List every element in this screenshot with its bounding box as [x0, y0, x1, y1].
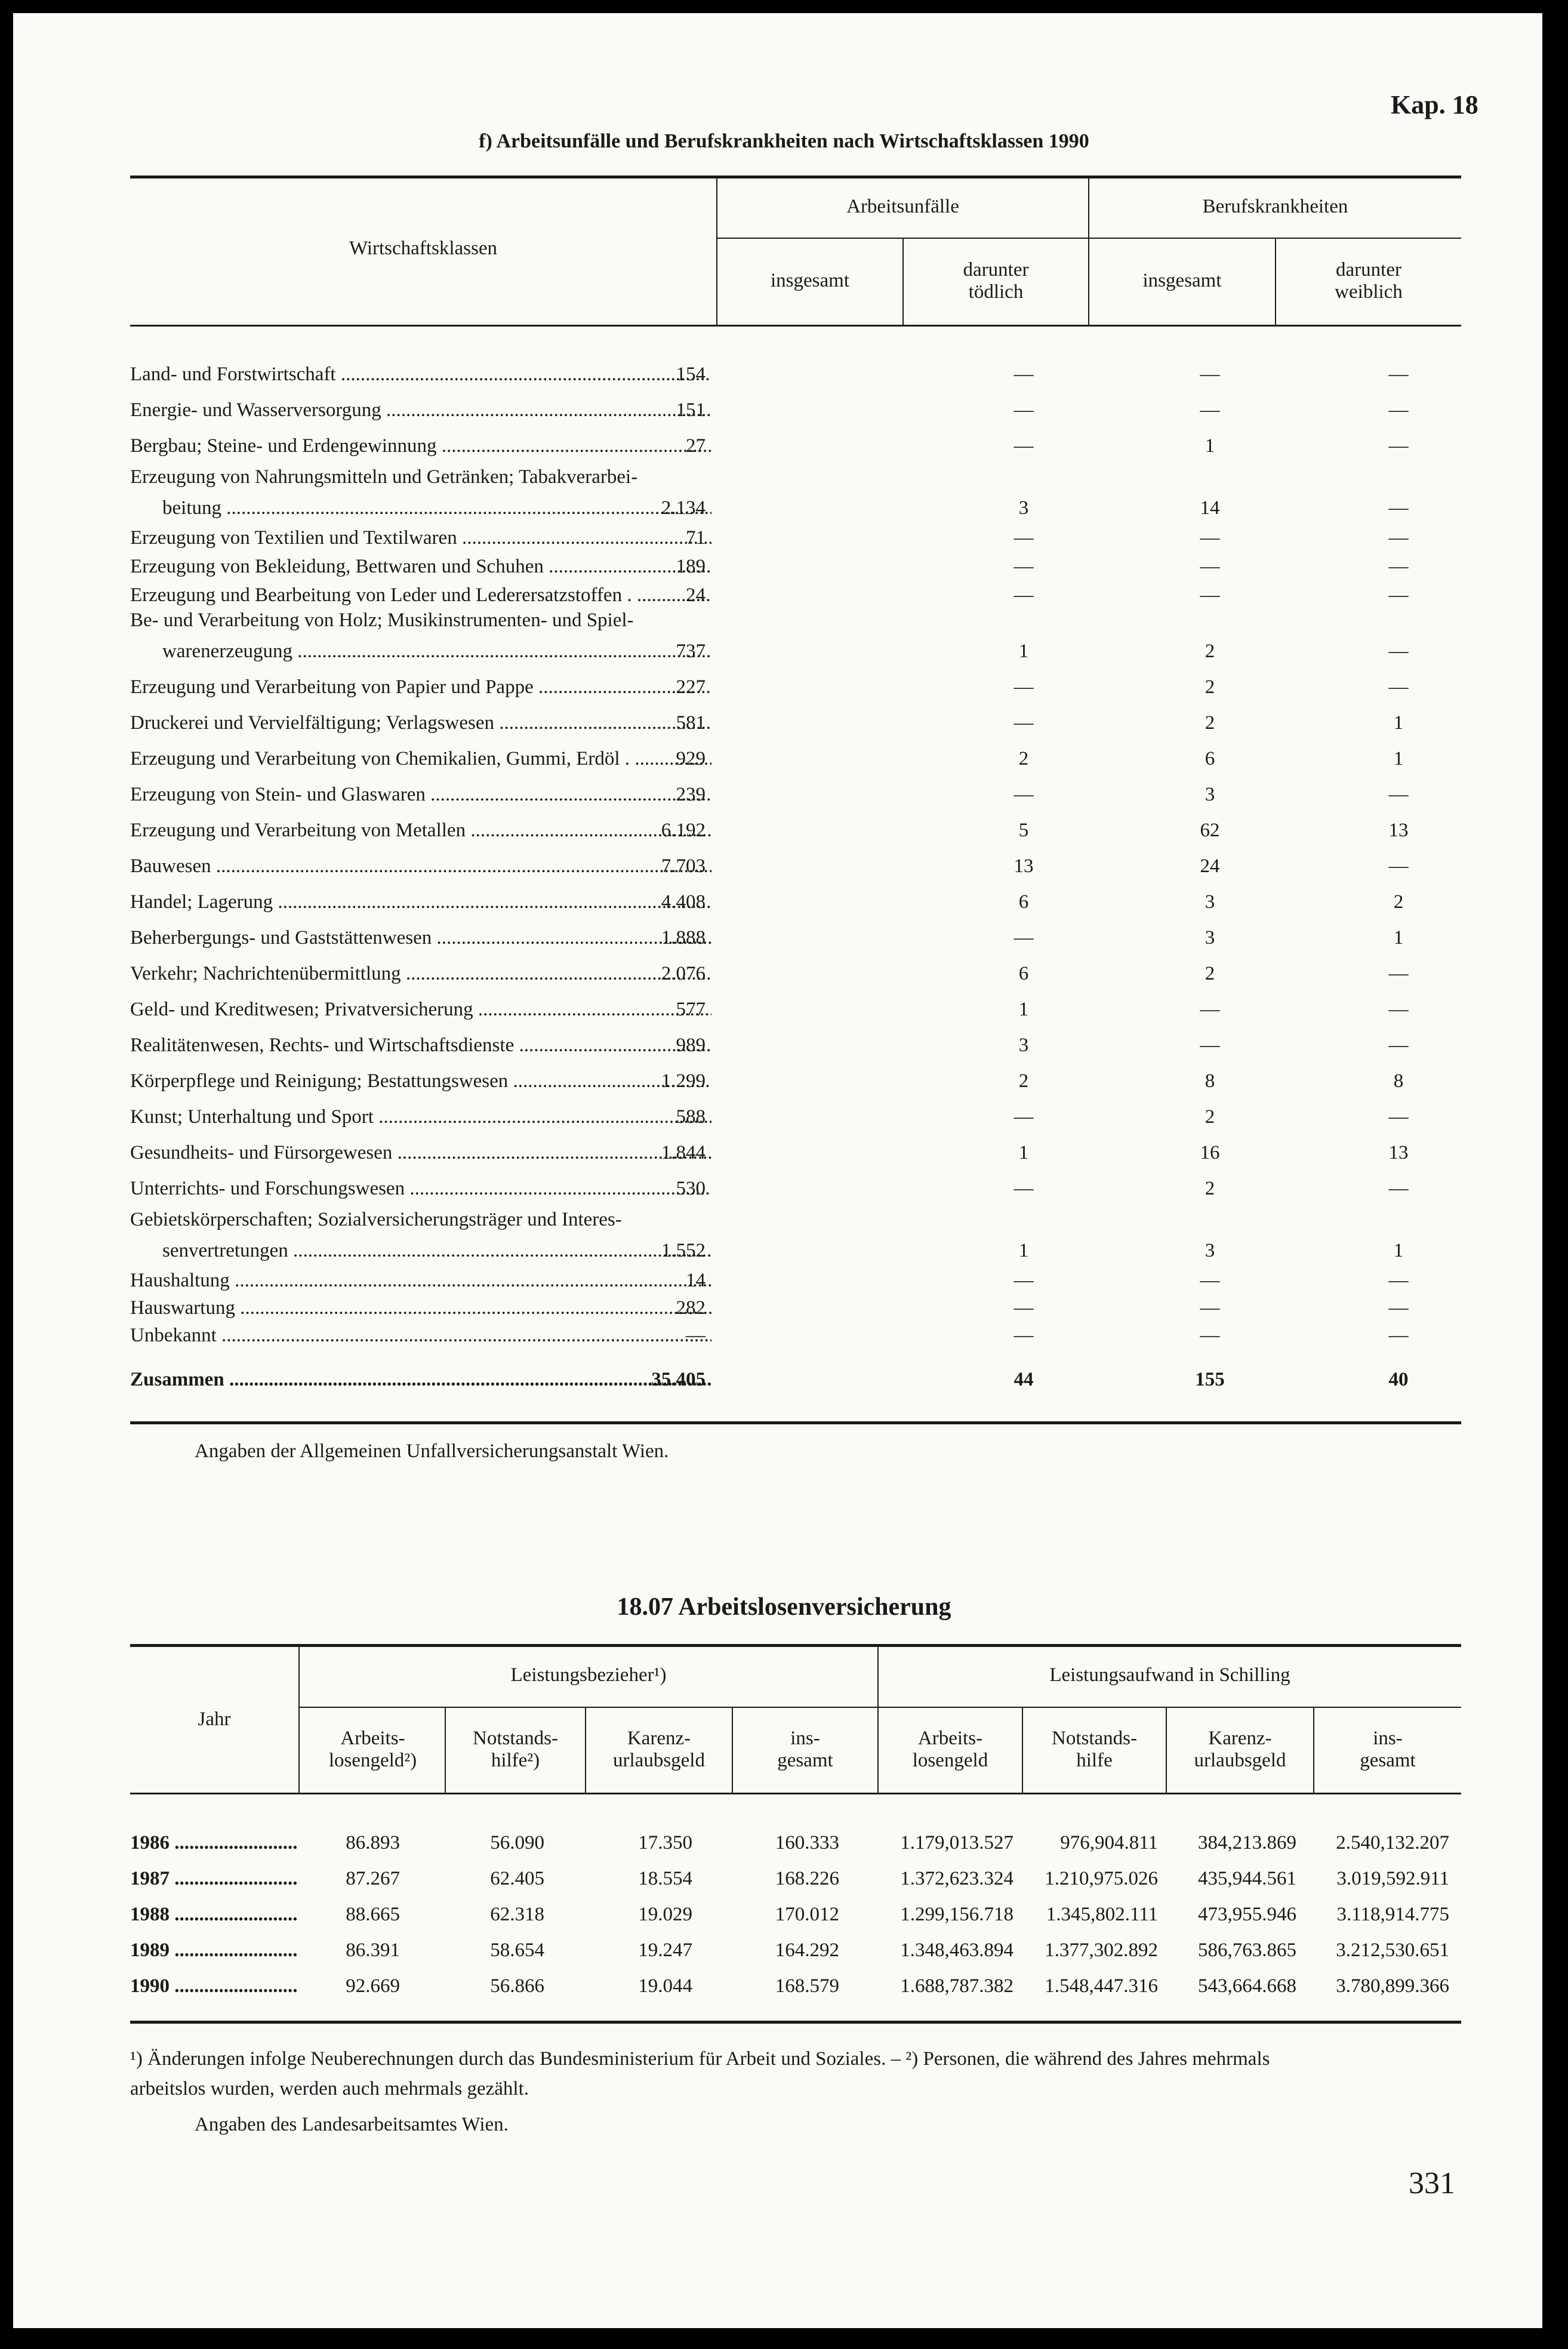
table1-cell: 1: [1393, 1240, 1404, 1261]
table1-cell: —: [1013, 435, 1034, 457]
table1-row-label: Erzeugung und Bearbeitung von Leder und Lederersatzstoffen . .....: [130, 584, 711, 606]
table1-cell: 6: [1205, 748, 1215, 769]
table2-stub-header: Jahr: [198, 1708, 231, 1730]
table2-cell: 435,944.561: [1198, 1868, 1296, 1889]
table2-cell: 1.345,802.111: [1046, 1904, 1158, 1925]
table1-row-label: Erzeugung von Textilien und Textilwaren .....: [130, 527, 711, 549]
table1-header-bottom-rule: [130, 325, 1461, 327]
table2-cell: 18.554: [638, 1868, 692, 1889]
table2-cell: 62.405: [490, 1868, 544, 1889]
table1-row-label-line1: [130, 464, 721, 489]
table-row: [130, 782, 1461, 807]
table2-year: 1990 .....: [130, 1975, 297, 1997]
table-row: [130, 433, 1461, 458]
table-row: [130, 1938, 1461, 1963]
table2-footnote-line: arbeitslos wurden, werden auch mehrmals gezählt.: [130, 2078, 529, 2099]
table2-cell: 3.212,530.651: [1336, 1939, 1449, 1961]
table1-cell: 3: [1018, 497, 1029, 519]
table1-cell: 3: [1205, 1240, 1215, 1261]
table1-cell: 16: [1200, 1142, 1220, 1163]
table1-cell: —: [1388, 1178, 1409, 1199]
table1-row-label: Realitätenwesen, Rechts- und Wirtschaftsdienste .....: [130, 1035, 711, 1056]
table1-cell: —: [1388, 1106, 1409, 1128]
table2-cell: 164.292: [775, 1939, 839, 1961]
table1-group-header: Berufskrankheiten: [1202, 196, 1348, 217]
table-row: [130, 583, 1461, 608]
table2-year: 1989 .....: [130, 1939, 297, 1961]
table1-total-cell: 155: [1195, 1369, 1225, 1390]
table2-cell: 543,664.668: [1198, 1975, 1296, 1997]
table1-cell: —: [1013, 1178, 1034, 1199]
table2-subheader-line: hilfe²): [491, 1750, 540, 1771]
table2-cell: 62.318: [490, 1904, 544, 1925]
table1-cell: 2.076: [661, 963, 706, 984]
table2-year: 1988 .....: [130, 1904, 297, 1925]
table2-cell: 56.090: [490, 1832, 544, 1854]
table2-cell: 3.780,899.366: [1336, 1975, 1449, 1997]
table1-row-label: Beherbergungs- und Gaststättenwesen .....: [130, 927, 711, 949]
table1-cell: 71: [686, 527, 706, 549]
table1-cell: —: [1388, 1297, 1409, 1319]
table-row: [130, 1176, 1461, 1201]
table1-row-label-line1: [130, 1207, 721, 1232]
table1-cell: 1: [1018, 641, 1029, 662]
table2-cell: 88.665: [346, 1904, 400, 1925]
table1-cell: 6: [1018, 891, 1029, 913]
table1-cell: 588: [676, 1106, 706, 1128]
table1-cell: 154: [676, 364, 706, 385]
table2-group-header: Leistungsbezieher¹): [510, 1664, 667, 1686]
table2-cell: 17.350: [638, 1832, 692, 1854]
table1-cell: —: [1013, 399, 1034, 421]
table2-cell: 1.688,787.382: [900, 1975, 1013, 1997]
table1-row-label: Unterrichts- und Forschungswesen .....: [130, 1178, 711, 1199]
table1-cell: 239: [676, 784, 706, 805]
table-row: [130, 639, 1461, 664]
table2-subheader: [446, 1728, 585, 1772]
table1-subheader: [1089, 270, 1275, 292]
table-row: [130, 1140, 1461, 1165]
table2-subheader: [301, 1728, 445, 1772]
table2-cell: 160.333: [775, 1832, 839, 1854]
table-row: [130, 1323, 1461, 1348]
table-row: [130, 1268, 1461, 1293]
table-row: [130, 1069, 1461, 1094]
table1-row-label: senvertretungen .....: [130, 1240, 711, 1261]
table1-cell: —: [1388, 784, 1409, 805]
table2-cell: 1.179,013.527: [900, 1832, 1013, 1854]
table-row: [130, 1033, 1461, 1058]
table1-cell: —: [1200, 364, 1220, 385]
table2-cell: 1.210,975.026: [1045, 1868, 1158, 1889]
table1-cell: 3: [1205, 891, 1215, 913]
table1-cell: 5: [1018, 820, 1029, 841]
table1-cell: —: [1388, 497, 1409, 519]
table1-cell: 530: [676, 1178, 706, 1199]
table2-subheader-line: losengeld: [912, 1750, 988, 1771]
table1-cell: 737: [676, 641, 706, 662]
table-row: [130, 710, 1461, 735]
table1-row-label: Bauwesen .....: [130, 855, 711, 877]
table2-top-rule: [130, 1644, 1461, 1647]
table1-row-label: Gesundheits- und Fürsorgewesen .....: [130, 1142, 711, 1163]
table1-total-cell: 35.405: [651, 1369, 706, 1390]
table1-row-label: Körperpflege und Reinigung; Bestattungswesen .....: [130, 1070, 711, 1092]
table-row: [130, 525, 1461, 550]
table1-cell: —: [1200, 1035, 1220, 1056]
table1-row-label: Handel; Lagerung .....: [130, 891, 711, 913]
table1-cell: 24: [1200, 855, 1220, 877]
table1-row-label: Erzeugung und Verarbeitung von Chemikalien, Gummi, Erdöl . .....: [130, 748, 711, 769]
table-row: [130, 925, 1461, 950]
table2-cell: 58.654: [490, 1939, 544, 1961]
table1-cell: —: [1200, 399, 1220, 421]
table1-cell: 8: [1393, 1070, 1404, 1092]
table1-cell: 2.134: [661, 497, 706, 519]
table1-cell: —: [1388, 641, 1409, 662]
table1-cell: —: [1388, 364, 1409, 385]
table1-cell: —: [1013, 784, 1034, 805]
table1-cell: 581: [676, 712, 706, 734]
table1-cell: 989: [676, 1035, 706, 1056]
table2-cell: 86.893: [346, 1832, 400, 1854]
table1-subheader-line: insgesamt: [771, 270, 849, 291]
table1-cell: —: [1013, 527, 1034, 549]
table1-total-cell: 40: [1388, 1369, 1409, 1390]
table1-cell: —: [1388, 676, 1409, 698]
table2-cell: 170.012: [775, 1904, 839, 1925]
table1-row-label: Erzeugung von Bekleidung, Bettwaren und Schuhen .....: [130, 556, 711, 577]
table2-cell: 976,904.811: [1060, 1832, 1158, 1854]
table-row: [130, 398, 1461, 423]
table1-row-label: Druckerei und Vervielfältigung; Verlagswesen .....: [130, 712, 711, 734]
table1-cell: —: [1388, 855, 1409, 877]
table1-cell: —: [1388, 584, 1409, 606]
table2-cell: 87.267: [346, 1868, 400, 1889]
table-row: [130, 554, 1461, 579]
table1-total-label: Zusammen .....: [130, 1369, 711, 1390]
table1-cell: 14: [686, 1270, 706, 1291]
table1-row-label: Haushaltung .....: [130, 1270, 711, 1291]
table1-cell: 1.888: [661, 927, 706, 949]
table1-cell: —: [1200, 1297, 1220, 1319]
table1-cell: 1.552: [661, 1240, 706, 1261]
table1-cell: 1: [1018, 1142, 1029, 1163]
table1-cell: 2: [1205, 1106, 1215, 1128]
table2-cell: 1.372,623.324: [900, 1868, 1013, 1889]
table1-cell: —: [1388, 527, 1409, 549]
table2-cell: 168.579: [775, 1975, 839, 1997]
table1-cell: —: [1200, 584, 1220, 606]
table1-cell: 577: [676, 999, 706, 1020]
table2-cell: 3.019,592.911: [1336, 1868, 1449, 1889]
table-row: [130, 961, 1461, 986]
table-row: [130, 1830, 1461, 1855]
table1-cell: —: [1013, 1297, 1034, 1319]
table1-cell: 2: [1205, 712, 1215, 734]
table2-subheader-line: ins-: [1373, 1728, 1403, 1749]
table1-stub-header: Wirtschaftsklassen: [349, 238, 497, 259]
table2-cell: 3.118,914.775: [1336, 1904, 1449, 1925]
table1-cell: —: [1388, 399, 1409, 421]
table1-row-label: beitung .....: [130, 497, 711, 519]
table1-cell: —: [1200, 1325, 1220, 1346]
table1-cell: 1: [1393, 927, 1404, 949]
table1-row-label: Land- und Forstwirtschaft .....: [130, 364, 711, 385]
table-row: [130, 818, 1461, 843]
table1-cell: 282: [676, 1297, 706, 1319]
table2-subheader-line: Karenz-: [627, 1728, 691, 1749]
table1-row-label: warenerzeugung .....: [130, 641, 711, 662]
table2-cell: 586,763.865: [1198, 1939, 1296, 1961]
table1-cell: 27: [686, 435, 706, 457]
table1-cell: —: [1388, 963, 1409, 984]
table2-subheader-line: Notstands-: [1052, 1728, 1137, 1749]
table-row: [130, 1295, 1461, 1320]
table1-cell: —: [1013, 1106, 1034, 1128]
table1-cell: 62: [1200, 820, 1220, 841]
table1-cell: 13: [1388, 820, 1409, 841]
table2-subheader-line: ins-: [790, 1728, 820, 1749]
table1-cell: 3: [1018, 1035, 1029, 1056]
table1-cell: 2: [1205, 1178, 1215, 1199]
table1-subheader-line: darunter: [963, 259, 1029, 281]
table1-row-label: Verkehr; Nachrichtenübermittlung .....: [130, 963, 711, 984]
table1-cell: —: [1388, 1035, 1409, 1056]
table2-title: 18.07 Arbeitslosenversicherung: [617, 1593, 951, 1621]
table1-cell: 2: [1205, 641, 1215, 662]
table1-cell: —: [1200, 556, 1220, 577]
table2-subheader-line: hilfe: [1076, 1750, 1113, 1771]
table1-cell: —: [1200, 1270, 1220, 1291]
table2-year: 1986 .....: [130, 1832, 297, 1854]
table2-bottom-rule: [130, 2021, 1461, 2024]
table1-subheader-line: weiblich: [1335, 281, 1403, 303]
table1-subheader-line: darunter: [1336, 259, 1401, 281]
table1-cell: 4.408: [661, 891, 706, 913]
table1-subheader-line: insgesamt: [1142, 270, 1222, 291]
table2-subheader: [1167, 1728, 1313, 1772]
table1-cell: 13: [1013, 855, 1034, 877]
table1-cell: 2: [1205, 676, 1215, 698]
table1-cell: 7.703: [661, 855, 706, 877]
table1-cell: 8: [1205, 1070, 1215, 1092]
table2-subheader-line: Karenz-: [1208, 1728, 1272, 1749]
table1-cell: 1: [1018, 1240, 1029, 1261]
table1-cell: —: [1013, 712, 1034, 734]
table1-row-label: Erzeugung und Verarbeitung von Metallen .....: [130, 820, 711, 841]
table1-cell: —: [1013, 556, 1034, 577]
table1-subheader: [904, 259, 1088, 303]
table1-cell: 189: [676, 556, 706, 577]
table1-cell: 227: [676, 676, 706, 698]
table1-cell: 2: [1393, 891, 1404, 913]
table1-cell: 1: [1393, 748, 1404, 769]
table1-cell: 2: [1205, 963, 1215, 984]
table2-cell: 19.044: [638, 1975, 692, 1997]
table2-subheader-line: gesamt: [1360, 1750, 1416, 1771]
table2-cell: 1.348,463.894: [900, 1939, 1013, 1961]
table1-cell: —: [1388, 556, 1409, 577]
table2-cell: 473,955.946: [1198, 1904, 1296, 1925]
table1-row-label: Kunst; Unterhaltung und Sport .....: [130, 1106, 711, 1128]
table1-cell: —: [1013, 676, 1034, 698]
table2-cell: 19.029: [638, 1904, 692, 1925]
table2-cell: 56.866: [490, 1975, 544, 1997]
table1-cell: 2: [1018, 748, 1029, 769]
table1-cell: —: [1013, 364, 1034, 385]
table1-total-row: [130, 1367, 1461, 1392]
table2-cell: 384,213.869: [1198, 1832, 1296, 1854]
table1-row-label: Hauswartung .....: [130, 1297, 711, 1319]
table-row: [130, 1902, 1461, 1927]
table1-cell: —: [1200, 999, 1220, 1020]
table2-subheader: [586, 1728, 732, 1772]
table2-group-header: Leistungsaufwand in Schilling: [1049, 1664, 1290, 1686]
table2-cell: 1.377,302.892: [1045, 1939, 1158, 1961]
table1-cell: —: [1388, 1270, 1409, 1291]
table1-top-rule: [130, 176, 1461, 178]
table1-total-cell: 44: [1013, 1369, 1034, 1390]
table1-row-label: Gebietskörperschaften; Sozialversicherungsträger und Interes-: [130, 1209, 622, 1230]
table2-subheader-line: Notstands-: [473, 1728, 558, 1749]
table-row: [130, 889, 1461, 915]
table1-cell: 6.192: [661, 820, 706, 841]
page-number: 331: [1409, 2166, 1455, 2200]
table1-row-label: Be- und Verarbeitung von Holz; Musikinstrumenten- und Spiel-: [130, 609, 634, 631]
table1-cell: 1.844: [661, 1142, 706, 1163]
table1-row-label-line1: [130, 608, 721, 633]
table1-cell: 24: [686, 584, 706, 606]
table2-cell: 86.391: [346, 1939, 400, 1961]
table1-title: f) Arbeitsunfälle und Berufskrankheiten nach Wirtschaftsklassen 1990: [479, 130, 1089, 152]
table1-subheader: [1276, 259, 1461, 303]
table-row: [130, 362, 1461, 387]
table1-cell: —: [1388, 1325, 1409, 1346]
table2-subheader-line: Arbeits-: [917, 1728, 983, 1749]
table1-cell: 929: [676, 748, 706, 769]
table1-cell: 3: [1205, 784, 1215, 805]
table2-header-bottom-rule: [130, 1793, 1461, 1794]
table1-subheader-line: tödlich: [968, 281, 1024, 303]
table1-cell: 1: [1393, 712, 1404, 734]
table2-subheader-line: Arbeits-: [340, 1728, 405, 1749]
table2-footnote-line: ¹) Änderungen infolge Neuberechnungen durch das Bundesministerium für Arbeit und Soziales. – ²) Personen, die während des Jahres mehrmals: [130, 2048, 1270, 2070]
table1-cell: 14: [1200, 497, 1220, 519]
table1-cell: 151: [676, 399, 706, 421]
table-row: [130, 997, 1461, 1022]
table2-subheader-line: losengeld²): [328, 1750, 417, 1771]
table-row: [130, 1866, 1461, 1891]
table2-cell: 2.540,132.207: [1336, 1832, 1449, 1854]
table-row: [130, 675, 1461, 700]
table2-subheader-line: urlaubsgeld: [1194, 1750, 1286, 1771]
table1-cell: —: [1013, 1270, 1034, 1291]
table1-cell: 1: [1205, 435, 1215, 457]
chapter-label: Kap. 18: [1391, 90, 1478, 119]
table-row: [130, 1104, 1461, 1129]
table-row: [130, 854, 1461, 879]
table1-cell: 3: [1205, 927, 1215, 949]
table1-cell: 6: [1018, 963, 1029, 984]
table1-row-label: Bergbau; Steine- und Erdengewinnung .....: [130, 435, 711, 457]
table1-cell: —: [1388, 435, 1409, 457]
table1-cell: 13: [1388, 1142, 1409, 1163]
table-row: [130, 1238, 1461, 1263]
table2-subheader: [733, 1728, 877, 1772]
table-row: [130, 746, 1461, 771]
table1-cell: —: [1013, 1325, 1034, 1346]
table1-cell: —: [1013, 927, 1034, 949]
table2-cell: 168.226: [775, 1868, 839, 1889]
table2-group-rule: [298, 1707, 1461, 1708]
table2-cell: 1.548,447.316: [1045, 1975, 1158, 1997]
table1-cell: 2: [1018, 1070, 1029, 1092]
table1-cell: —: [686, 1325, 706, 1346]
table-row: [130, 1974, 1461, 1999]
table1-cell: 1.299: [661, 1070, 706, 1092]
table1-row-label: Energie- und Wasserversorgung .....: [130, 399, 711, 421]
table1-cell: —: [1013, 584, 1034, 606]
table1-cell: —: [1388, 999, 1409, 1020]
table2-subheader-line: urlaubsgeld: [613, 1750, 705, 1771]
table2-cell: 1.299,156.718: [900, 1904, 1013, 1925]
table1-cell: 1: [1018, 999, 1029, 1020]
table2-source: Angaben des Landesarbeitsamtes Wien.: [195, 2114, 509, 2135]
table2-year: 1987 .....: [130, 1868, 297, 1889]
table1-row-label: Unbekannt .....: [130, 1325, 711, 1346]
table1-row-label: Erzeugung und Verarbeitung von Papier und Pappe .....: [130, 676, 711, 698]
table2-cell: 92.669: [346, 1975, 400, 1997]
table1-row-label: Erzeugung von Nahrungsmitteln und Getränken; Tabakverarbei-: [130, 466, 638, 488]
table2-subheader-line: gesamt: [777, 1750, 833, 1771]
table1-row-label: Geld- und Kreditwesen; Privatversicherung .....: [130, 999, 711, 1020]
table-row: [130, 495, 1461, 521]
table1-cell: —: [1200, 527, 1220, 549]
table2-cell: 19.247: [638, 1939, 692, 1961]
table2-subheader: [1023, 1728, 1166, 1772]
table1-bottom-rule: [130, 1421, 1461, 1424]
table1-source: Angaben der Allgemeinen Unfallversicherungsanstalt Wien.: [195, 1440, 669, 1462]
table2-subheader: [1314, 1728, 1461, 1772]
table2-subheader: [879, 1728, 1022, 1772]
table1-row-label: Erzeugung von Stein- und Glaswaren .....: [130, 784, 711, 805]
table1-group-header: Arbeitsunfälle: [846, 196, 959, 217]
table1-subheader: [717, 270, 902, 292]
